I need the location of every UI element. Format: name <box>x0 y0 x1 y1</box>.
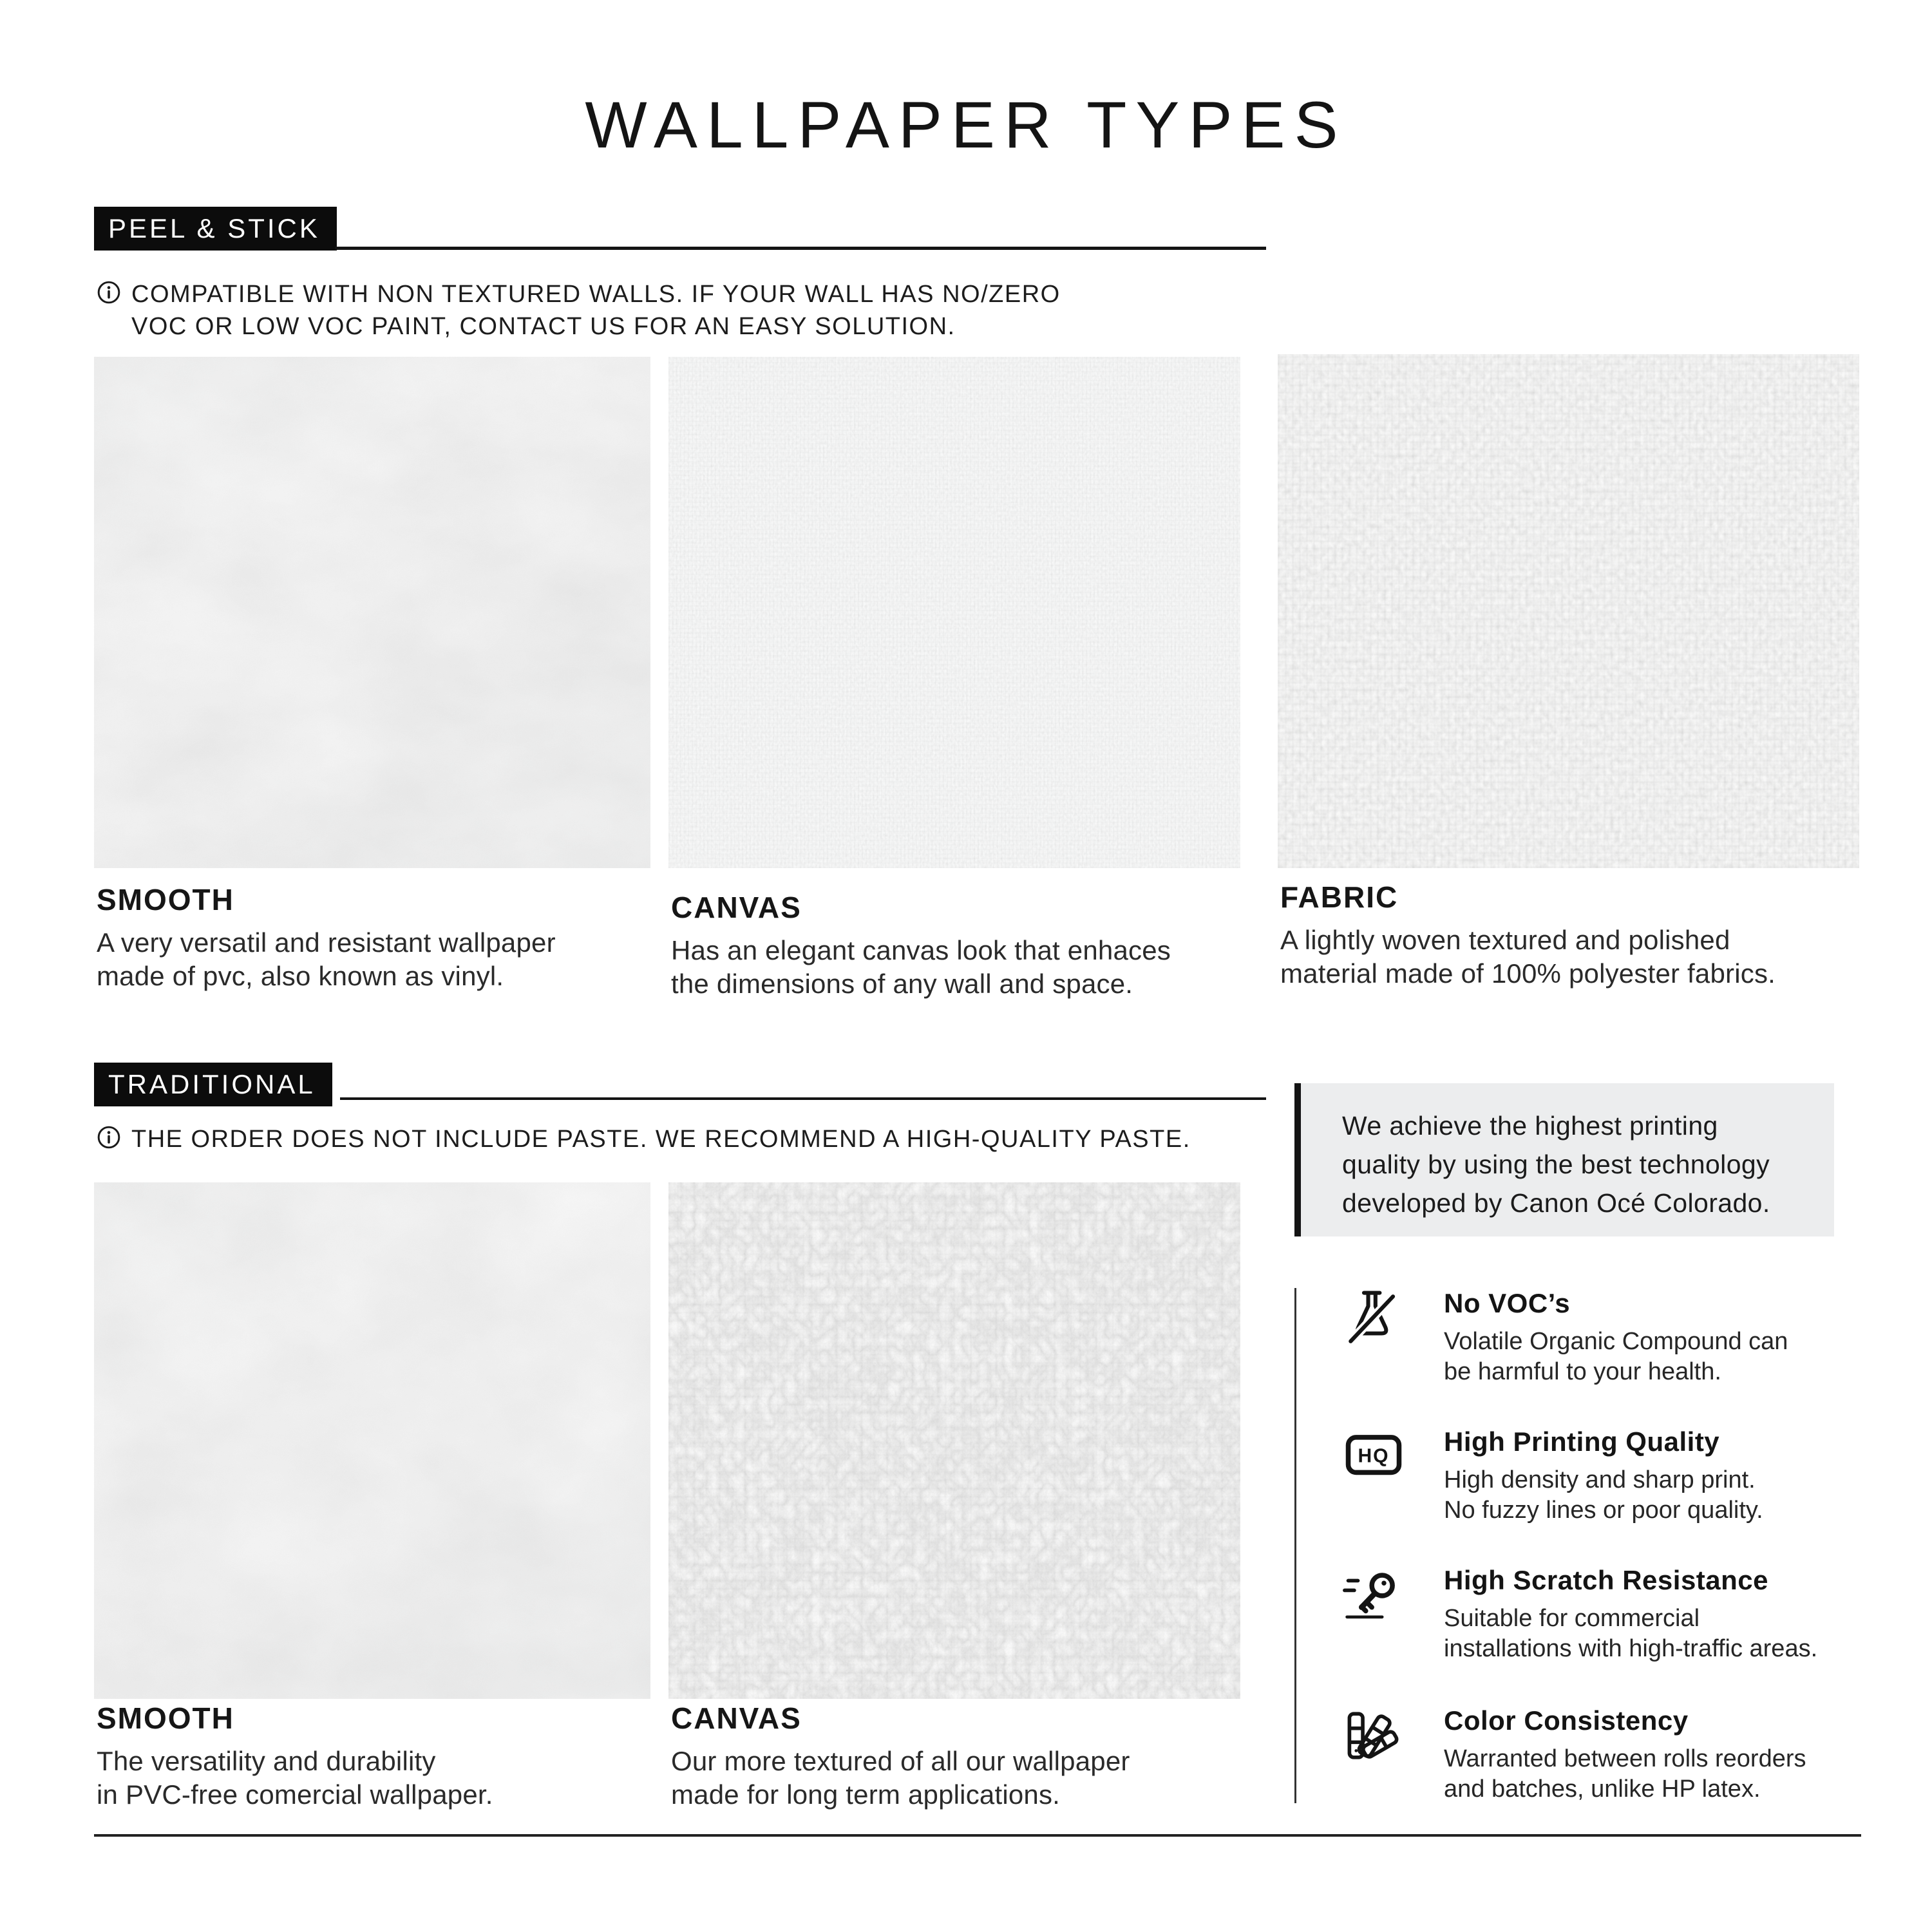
feature-desc-line: be harmful to your health. <box>1444 1358 1721 1385</box>
info-icon <box>97 1125 121 1150</box>
feature-desc-line: Suitable for commercial <box>1444 1605 1700 1632</box>
hq-badge-icon <box>1343 1426 1404 1487</box>
swatch-desc-line: The versatility and durability <box>97 1746 436 1776</box>
feature-title: High Printing Quality <box>1444 1426 1720 1457</box>
traditional-smooth-swatch <box>94 1182 650 1699</box>
feature-desc-line: No fuzzy lines or poor quality. <box>1444 1497 1763 1524</box>
swatch-title: FABRIC <box>1280 880 1399 914</box>
note-line: VOC OR LOW VOC PAINT, CONTACT US FOR AN EASY SOLUTION. <box>131 313 956 340</box>
feature-desc-line: Volatile Organic Compound can <box>1444 1328 1788 1355</box>
peel-canvas-caption <box>671 893 1171 1001</box>
no-voc-flask-icon <box>1343 1288 1404 1349</box>
peel-fabric-swatch <box>1278 354 1859 868</box>
feature-desc-line: and batches, unlike HP latex. <box>1444 1776 1761 1803</box>
feature-high-printing-quality <box>1343 1426 1763 1526</box>
bottom-rule <box>94 1834 1861 1837</box>
features-divider <box>1294 1288 1296 1803</box>
section-rule-peel-stick <box>335 247 1266 250</box>
swatch-desc-line: in PVC-free comercial wallpaper. <box>97 1779 493 1810</box>
peel-stick-note <box>97 278 1061 343</box>
swatch-title: CANVAS <box>671 1701 802 1735</box>
swatch-title: SMOOTH <box>97 1701 234 1735</box>
info-icon <box>97 280 121 305</box>
swatch-title: SMOOTH <box>97 883 234 916</box>
color-swatchbook-icon <box>1343 1705 1404 1766</box>
feature-desc-line: Warranted between rolls reorders <box>1444 1745 1806 1772</box>
section-label-traditional: TRADITIONAL <box>94 1063 332 1106</box>
swatch-desc-line: made for long term applications. <box>671 1779 1061 1810</box>
swatch-desc-line: A very versatil and resistant wallpaper <box>97 927 556 958</box>
feature-color-consistency <box>1343 1705 1806 1804</box>
traditional-canvas-caption <box>671 1703 1130 1812</box>
traditional-note <box>97 1123 1191 1155</box>
swatch-desc-line: Has an elegant canvas look that enhaces <box>671 935 1171 965</box>
feature-desc-line: High density and sharp print. <box>1444 1466 1756 1493</box>
feature-no-voc <box>1343 1288 1788 1387</box>
peel-smooth-caption <box>97 885 556 993</box>
peel-canvas-swatch <box>668 357 1240 868</box>
feature-high-scratch-resistance <box>1343 1565 1817 1664</box>
feature-title: No VOC’s <box>1444 1288 1571 1318</box>
section-label-peel-stick: PEEL & STICK <box>94 207 337 251</box>
swatch-desc-line: the dimensions of any wall and space. <box>671 969 1133 999</box>
feature-title: High Scratch Resistance <box>1444 1565 1769 1595</box>
quality-statement-line: quality by using the best technology <box>1342 1150 1770 1179</box>
swatch-desc-line: A lightly woven textured and polished <box>1280 925 1730 955</box>
feature-desc-line: installations with high-traffic areas. <box>1444 1635 1818 1662</box>
note-line: THE ORDER DOES NOT INCLUDE PASTE. WE RECOMMEND A HIGH-QUALITY PASTE. <box>131 1126 1191 1153</box>
traditional-smooth-caption <box>97 1703 493 1812</box>
swatch-desc-line: made of pvc, also known as vinyl. <box>97 961 504 991</box>
peel-smooth-swatch <box>94 357 650 868</box>
quality-statement-line: developed by Canon Océ Colorado. <box>1342 1188 1770 1218</box>
peel-fabric-caption <box>1280 882 1776 990</box>
swatch-desc-line: material made of 100% polyester fabrics. <box>1280 958 1776 989</box>
quality-statement-line: We achieve the highest printing <box>1342 1111 1718 1141</box>
swatch-title: CANVAS <box>671 891 802 924</box>
section-rule-traditional <box>340 1097 1266 1100</box>
feature-title: Color Consistency <box>1444 1705 1689 1736</box>
scratch-key-icon <box>1343 1565 1404 1625</box>
quality-panel <box>1301 1083 1834 1236</box>
swatch-desc-line: Our more textured of all our wallpaper <box>671 1746 1130 1776</box>
quality-panel-accent-bar <box>1294 1083 1301 1236</box>
note-line: COMPATIBLE WITH NON TEXTURED WALLS. IF YOUR WALL HAS NO/ZERO <box>131 281 1061 308</box>
traditional-canvas-swatch <box>668 1182 1240 1699</box>
page-title: WALLPAPER TYPES <box>585 88 1347 162</box>
hq-badge-label: HQ <box>1358 1445 1390 1467</box>
